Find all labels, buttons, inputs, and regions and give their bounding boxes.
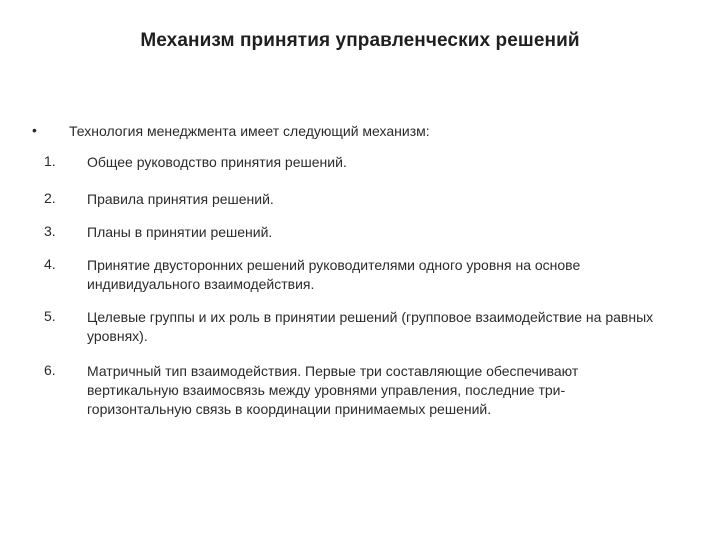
list-item-number: 2. [44, 190, 56, 206]
list-item-number: 5. [44, 308, 56, 324]
bullet-marker: • [32, 122, 37, 138]
list-item-number: 1. [44, 153, 56, 169]
list-item-text: Правила принятия решений. [87, 191, 274, 207]
list-item-number: 3. [44, 223, 56, 239]
list-item-text: Целевые группы и их роль в принятии решений (групповое взаимодействие на равных уровнях). [87, 309, 654, 344]
slide-title: Механизм принятия управленческих решений [140, 30, 580, 51]
list-item-text: Матричный тип взаимодействия. Первые три составляющие обеспечивают вертикальную взаимосвязь между уровнями управления, последние три- горизонтальную связь в координации принимаемых решений. [87, 363, 579, 417]
intro-text: Технология менеджмента имеет следующий механизм: [69, 123, 430, 139]
list-item-text: Принятие двусторонних решений руководителями одного уровня на основе индивидуального взаимодействия. [87, 257, 581, 292]
list-item-number: 4. [44, 256, 56, 272]
list-item-text: Планы в принятии решений. [87, 224, 273, 240]
list-item-text: Общее руководство принятия решений. [87, 154, 347, 170]
list-item-number: 6. [44, 362, 56, 378]
